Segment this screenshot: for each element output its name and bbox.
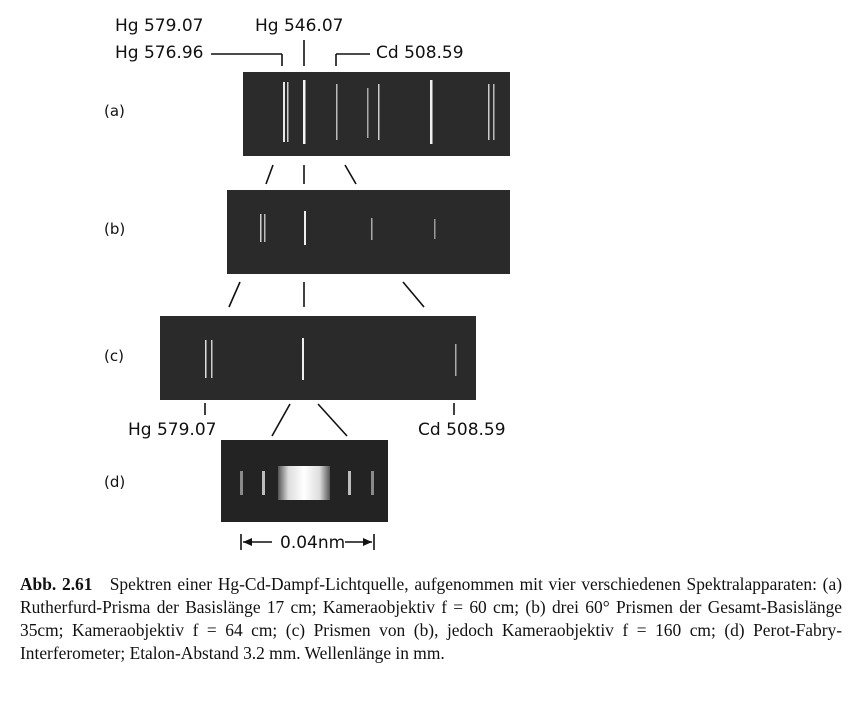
panel-label-c: (c) <box>104 347 124 365</box>
panel-label-a: (a) <box>104 102 125 120</box>
line-hg-579-a <box>283 82 285 142</box>
spectrum-a <box>243 72 510 156</box>
line-cd-508-a <box>336 84 338 140</box>
caption-text: Spektren einer Hg-Cd-Dampf-Lichtquelle, aufgenommen mit vier verschiedenen Spektralapparaten: (a) Rutherfurd-Prisma der Basislänge 17 cm; Kameraobjektiv f = 60 cm; (b) drei 60° Prismen der Gesamt-Basislänge 35cm; Kameraobjektiv f = 64 cm; (c) Prismen von (b), jedoch Kameraobjektiv f = 160 cm; (d) Perot-Fabry-Interferometer; Etalon-Abstand 3.2 mm. Wellenlänge in mm. <box>20 574 842 663</box>
connectors-a-b <box>266 165 356 184</box>
label-hg-576-top: Hg 576.96 <box>115 43 204 63</box>
top-connectors <box>211 40 370 66</box>
label-hg-579-mid: Hg 579.07 <box>128 420 217 440</box>
panel-label-b: (b) <box>104 220 126 238</box>
connectors-b-c <box>229 282 424 307</box>
figure-caption <box>20 573 842 665</box>
spectrum-d <box>221 440 388 522</box>
label-hg-579-top: Hg 579.07 <box>115 16 204 36</box>
label-cd-508-top: Cd 508.59 <box>376 43 464 63</box>
line-hg-546-a <box>303 80 306 144</box>
connectors-c-d <box>205 403 454 436</box>
line-hg-577-a <box>287 82 289 142</box>
spectrum-b <box>227 190 510 274</box>
spectrum-c <box>160 316 476 400</box>
label-hg-546-top: Hg 546.07 <box>255 16 344 36</box>
scale-label: 0.04nm <box>280 533 346 553</box>
panel-label-d: (d) <box>104 473 126 491</box>
label-cd-508-mid: Cd 508.59 <box>418 420 506 440</box>
caption-label: Abb. 2.61 <box>20 574 93 594</box>
